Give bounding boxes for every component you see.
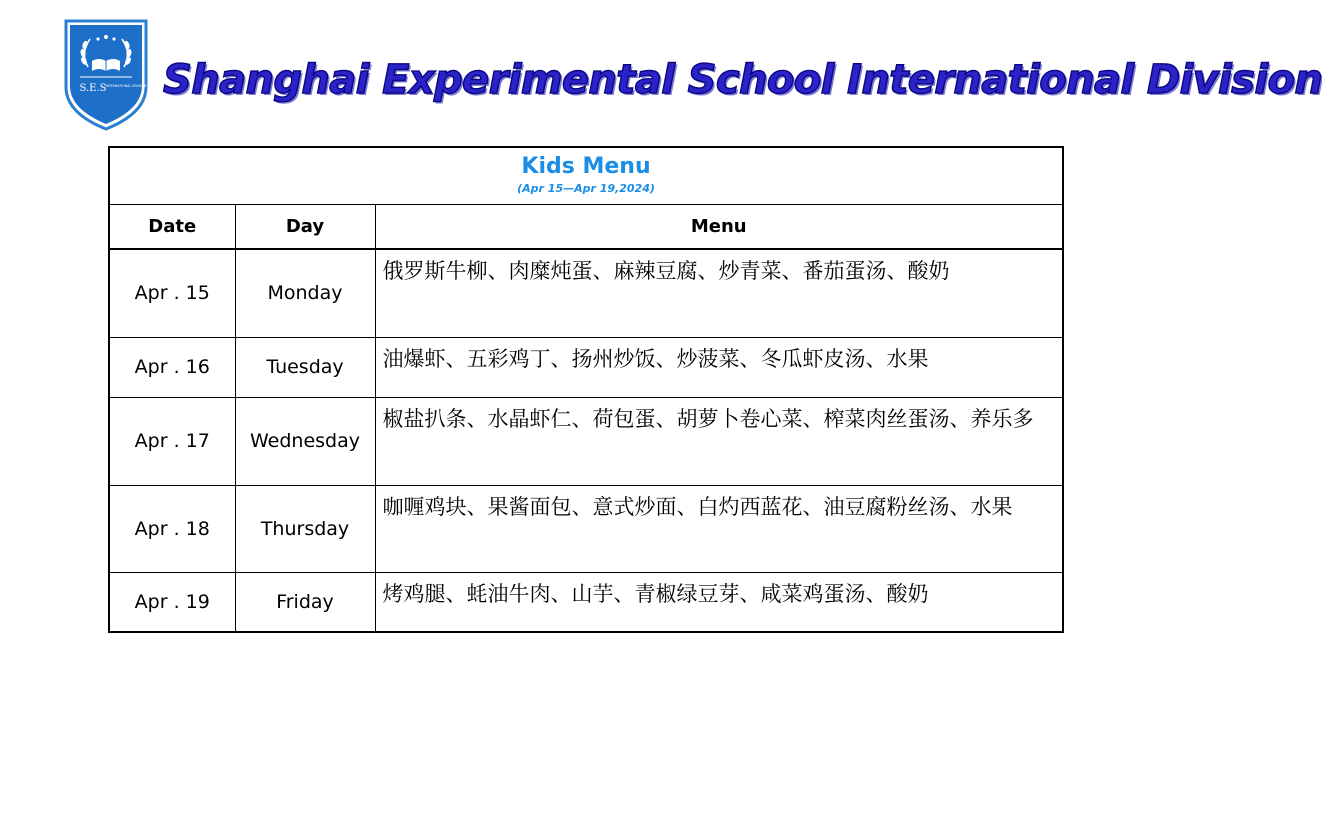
date-cell: Apr . 18 [109,485,235,572]
school-name: Shanghai Experimental School International Division [163,57,1322,103]
header-row [109,205,1063,250]
day-cell: Wednesday [235,397,375,485]
day-cell: Thursday [235,485,375,572]
menu-cell: 咖喱鸡块、果酱面包、意式炒面、白灼西蓝花、油豆腐粉丝汤、水果 [375,485,1063,572]
menu-cell: 油爆虾、五彩鸡丁、扬州炒饭、炒菠菜、冬瓜虾皮汤、水果 [375,337,1063,397]
menu-title: Kids Menu [521,154,651,179]
table-row [109,337,1063,397]
table-row [109,397,1063,485]
table-row [109,572,1063,632]
day-cell: Monday [235,249,375,337]
menu-cell: 俄罗斯牛柳、肉糜炖蛋、麻辣豆腐、炒青菜、番茄蛋汤、酸奶 [375,249,1063,337]
column-header-menu: Menu [375,205,1063,250]
menu-cell: 椒盐扒条、水晶虾仁、荷包蛋、胡萝卜卷心菜、榨菜肉丝蛋汤、养乐多 [375,397,1063,485]
menu-table [108,146,1064,633]
day-cell: Friday [235,572,375,632]
column-header-date: Date [109,205,235,250]
logo-subtext: INTERNATIONAL DIVISION [105,84,147,88]
school-logo [62,17,150,131]
date-cell: Apr . 17 [109,397,235,485]
menu-cell: 烤鸡腿、蚝油牛肉、山芋、青椒绿豆芽、咸菜鸡蛋汤、酸奶 [375,572,1063,632]
table-row [109,249,1063,337]
menu-title-cell [109,147,1063,205]
menu-title-row [109,147,1063,205]
date-cell: Apr . 16 [109,337,235,397]
column-header-day: Day [235,205,375,250]
date-cell: Apr . 15 [109,249,235,337]
menu-date-range: (Apr 15—Apr 19,2024) [517,182,655,195]
date-cell: Apr . 19 [109,572,235,632]
logo-text: S.E.S [79,83,107,94]
day-cell: Tuesday [235,337,375,397]
table-row [109,485,1063,572]
